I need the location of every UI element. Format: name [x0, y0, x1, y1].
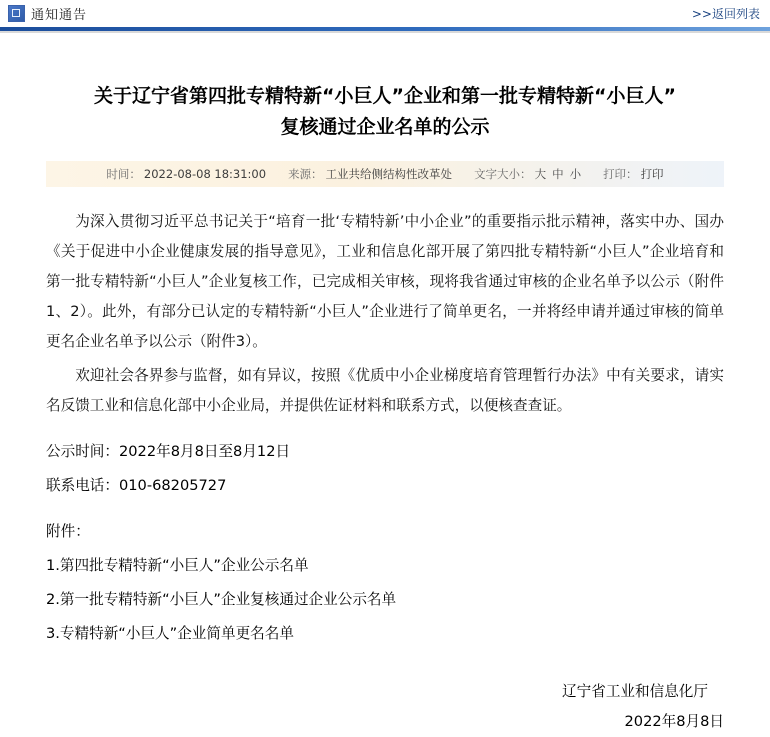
- field-publicity-period: 公示时间：2022年8月8日至8月12日: [46, 443, 291, 460]
- document-content: [0, 33, 770, 737]
- meta-print: [603, 166, 664, 182]
- meta-font-size-label: 文字大小：: [474, 167, 532, 181]
- back-to-list-link[interactable]: >>返回列表: [691, 7, 760, 21]
- top-bar-left: [8, 4, 87, 23]
- window-logo-icon: [8, 5, 25, 22]
- attachment-item-2[interactable]: 2.第一批专精特新“小巨人”企业复核通过企业公示名单: [46, 591, 397, 608]
- meta-time-label: 时间：: [106, 167, 141, 181]
- signature-date: 2022年8月8日: [624, 713, 724, 730]
- meta-time: [106, 166, 266, 182]
- meta-source-label: 来源：: [288, 167, 323, 181]
- signature-organization: 辽宁省工业和信息化厅: [562, 683, 708, 700]
- font-size-options: [535, 166, 582, 182]
- meta-source: [288, 166, 452, 182]
- meta-bar: [46, 161, 724, 187]
- font-size-large-button[interactable]: 大: [534, 167, 547, 181]
- channel-title: 通知通告: [31, 8, 88, 23]
- attachments-heading: 附件：: [46, 523, 90, 540]
- font-size-medium-button[interactable]: 中: [552, 167, 564, 181]
- paragraph-2: 欢迎社会各界参与监督，如有异议，按照《优质中小企业梯度培育管理暂行办法》中有关要求，请实名反馈工业和信息化部中小企业局，并提供佐证材料和联系方式，以便核查查证。: [46, 367, 724, 414]
- top-bar: [0, 0, 770, 27]
- document-body: [46, 207, 724, 421]
- document-fields: [46, 435, 724, 503]
- meta-source-value: 工业共给侧结构性改革处: [325, 167, 453, 181]
- attachment-item-1[interactable]: 1.第四批专精特新“小巨人”企业公示名单: [46, 557, 309, 574]
- meta-font-size: [474, 166, 581, 182]
- meta-print-label: 打印：: [603, 167, 638, 181]
- field-contact-phone: 联系电话：010-68205727: [46, 477, 227, 494]
- paragraph-1: 为深入贯彻习近平总书记关于“培育一批‘专精特新’中小企业”的重要指示批示精神，落实中办、国办《关于促进中小企业健康发展的指导意见》，工业和信息化部开展了第四批专精特新“小巨人”企业培育和第一批专精特新“小巨人”企业复核工作，已完成相关审核，现将我省通过审核的企业名单予以公示（附件1、2）。此外，有部分已认定的专精特新“小巨人”企业进行了简单更名，一并将经申请并通过审核的简单更名企业名单予以公示（附件3）。: [46, 213, 724, 350]
- attachment-item-3[interactable]: 3.专精特新“小巨人”企业简单更名名单: [46, 625, 294, 642]
- font-size-small-button[interactable]: 小: [569, 167, 582, 181]
- attachments-list: [46, 549, 724, 651]
- page-title: [46, 33, 724, 143]
- meta-time-value: 2022-08-08 18:31:00: [143, 167, 267, 181]
- page-title-line-1: 关于辽宁省第四批专精特新“小巨人”企业和第一批专精特新“小巨人”: [94, 85, 676, 107]
- page-title-line-2: 复核通过企业名单的公示: [280, 116, 490, 138]
- print-button[interactable]: 打印: [640, 167, 664, 181]
